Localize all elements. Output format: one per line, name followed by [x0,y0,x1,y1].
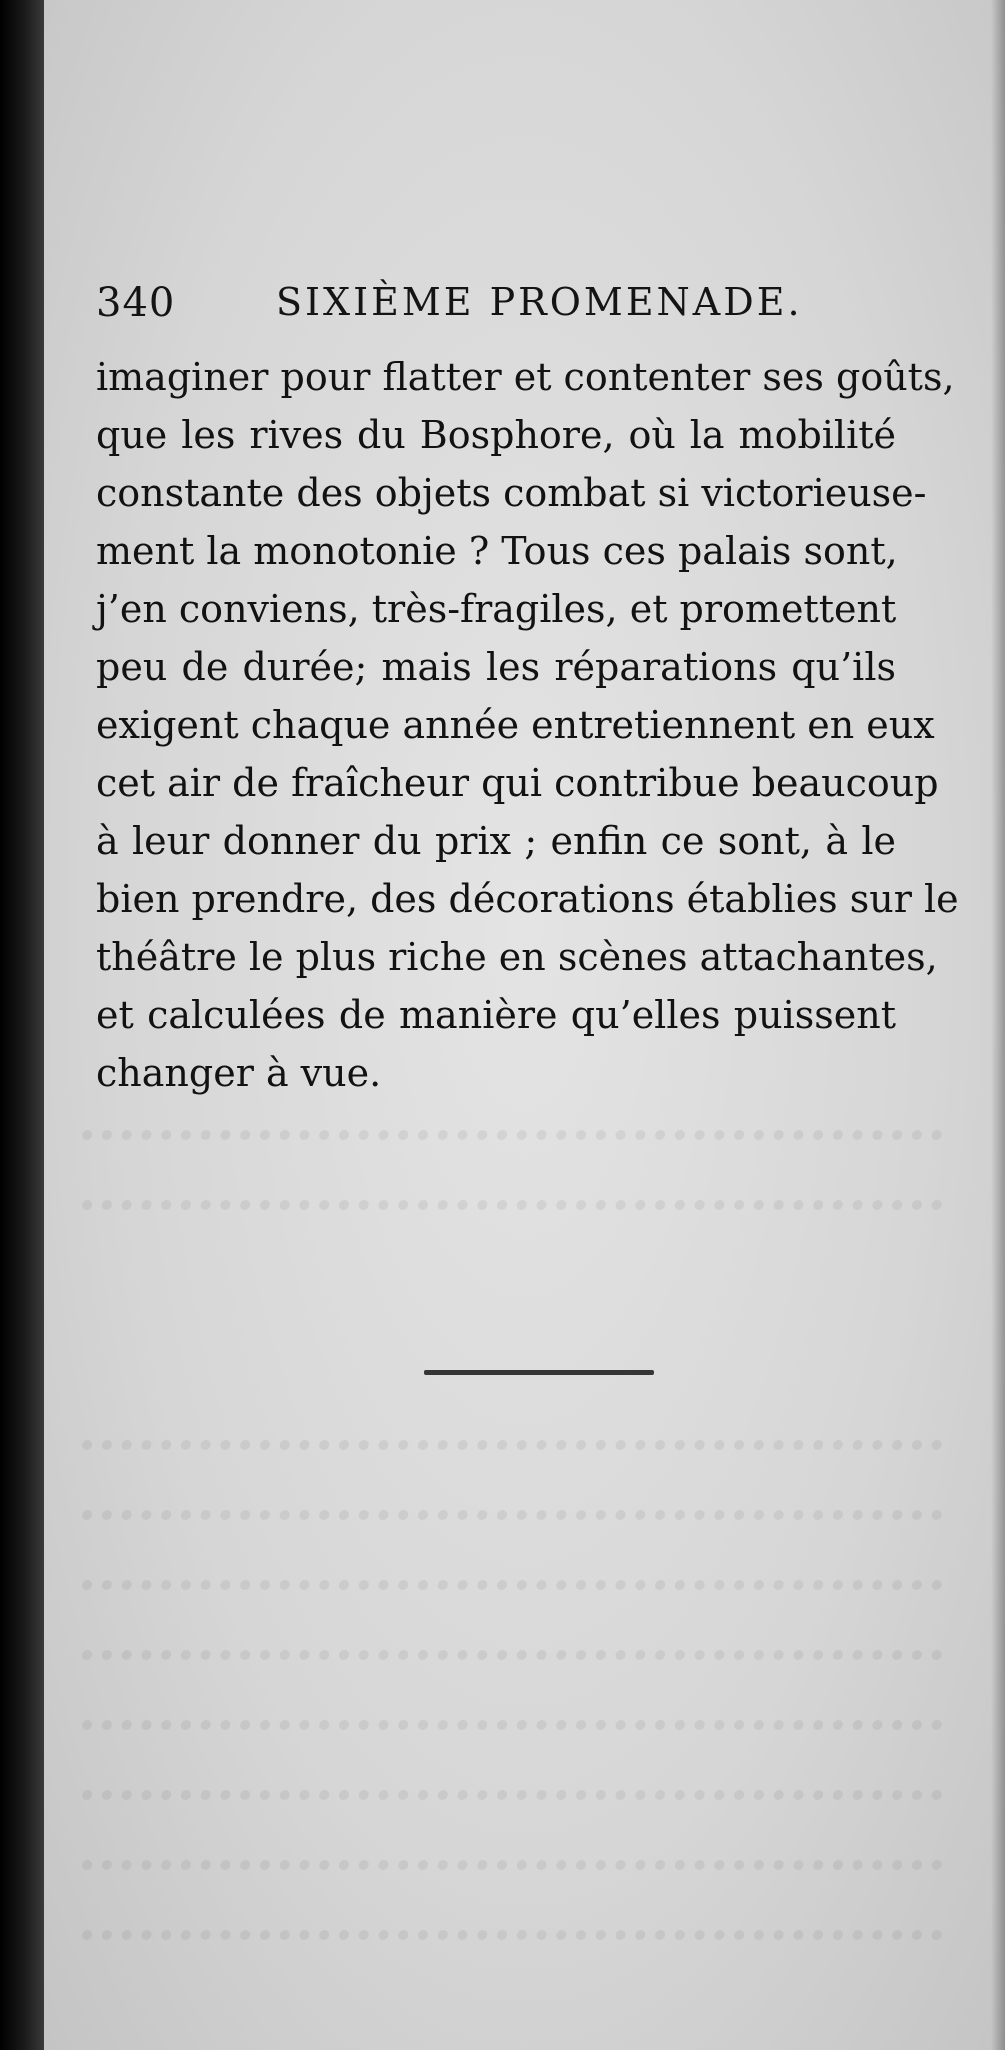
text-line: cet air de fraîcheur qui contribue beaucoup [96,761,939,805]
show-through-line [77,1510,942,1560]
show-through-line [77,1930,942,1980]
page-edge-shadow [991,0,1005,2050]
running-header [96,280,896,340]
show-through-line [77,1440,942,1490]
show-through-line [77,1720,942,1770]
text-line: bien prendre, des décorations établies sur le [96,877,959,921]
text-line: imaginer pour flatter et contenter ses goûts, [96,355,955,399]
text-line: ment la monotonie ? Tous ces palais sont, [96,529,898,573]
section-end-rule [424,1370,654,1375]
text-line: que les rives du Bosphore, où la mobilité [96,413,896,457]
text-line: constante des objets combat si victorieuse- [96,471,927,515]
text-line: à leur donner du prix ; enfin ce sont, à le [96,819,896,863]
page-number: 340 [96,280,176,326]
book-gutter-shadow [0,0,44,2050]
show-through-line [77,1790,942,1840]
body-paragraph [96,348,959,1102]
text-line: et calculées de manière qu’elles puissent [96,993,896,1037]
text-line: peu de durée; mais les réparations qu’ils [96,645,896,689]
show-through-line [77,1860,942,1910]
text-line: j’en conviens, très-fragiles, et promettent [96,587,897,631]
text-line-last: changer à vue. [96,1051,382,1095]
text-line: théâtre le plus riche en scènes attachantes, [96,935,938,979]
running-title: SIXIÈME PROMENADE. [276,280,803,324]
show-through-line [77,1130,942,1180]
show-through-line [77,1200,942,1250]
page-paper [44,0,1005,2050]
text-line: exigent chaque année entretiennent en eux [96,703,935,747]
show-through-line [77,1580,942,1630]
show-through-line [77,1650,942,1700]
